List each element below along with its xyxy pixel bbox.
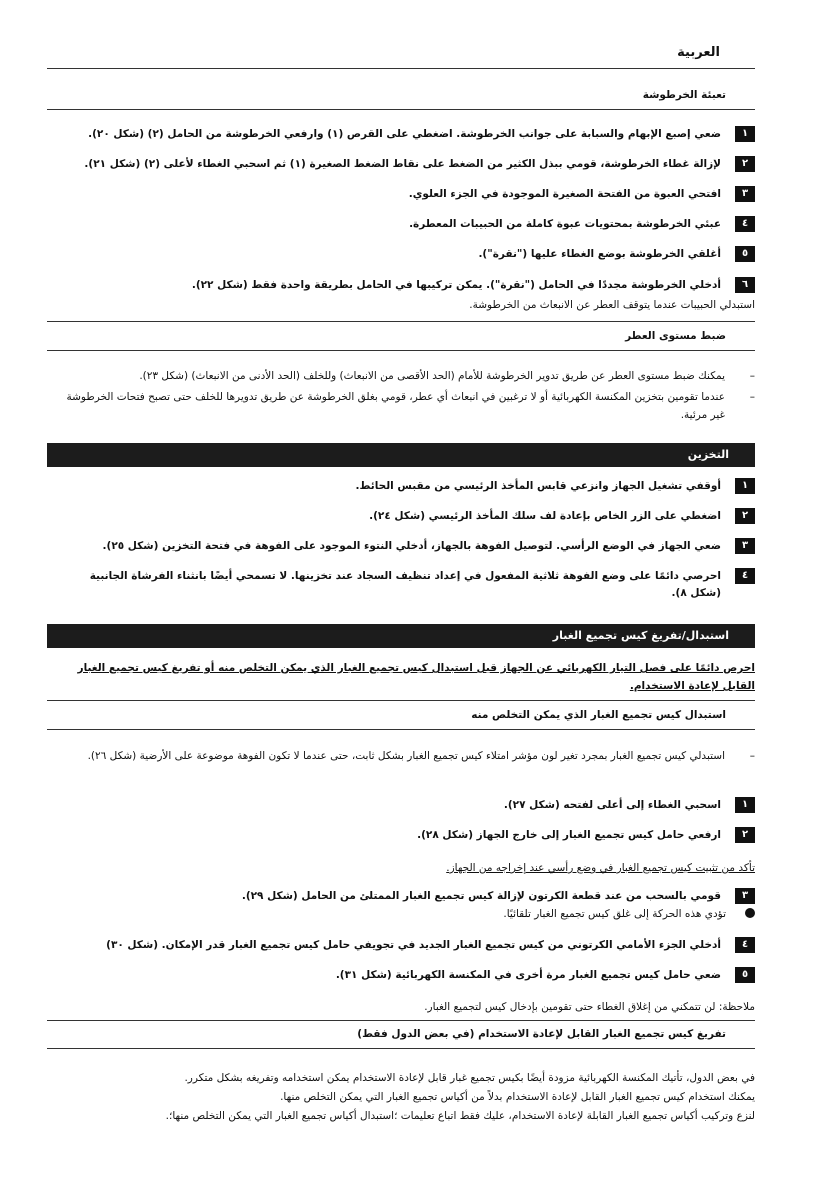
bag-remark-rule [47,1020,755,1021]
storage-step-3 [60,538,755,555]
bag-ensure-upright: تأكد من تثبيت كيس تجميع الغبار في وضع رأسي عند إخراجه من الجهاز. [446,862,755,874]
step-number: ٢ [735,827,755,843]
bag-dash-item [50,747,755,765]
bag-sub-reusable: تفريغ كيس تجميع الغبار القابل لإعادة الاستخدام (في بعض الدول فقط) [357,1028,726,1040]
bag-warning-rule [47,700,755,701]
dash-marker: – [749,370,755,382]
header-rule [47,68,755,69]
step-text: أدخلي الخرطوشة مجددًا في الحامل ("نقرة"). يمكن تركيبها في الحامل بطريقة واحدة فقط (شكل ٢٢). [191,279,721,291]
step-number: ٣ [735,538,755,554]
bullet-icon [745,908,755,918]
level-item-1 [50,367,755,385]
reusable-paragraph-3: لنزع وتركيب أكياس تجميع الغبار القابلة لإعادة الاستخدام، عليك فقط اتباع تعليمات ؛استبدال أكياس تجميع الغبار التي يمكن التخلص منها؛. [165,1110,755,1122]
bag-step-3 [60,888,755,905]
bag-sub-disposable: استبدال كيس تجميع الغبار الذي يمكن التخلص منه [471,709,726,721]
step-number: ١ [735,478,755,494]
step-number: ٥ [735,967,755,983]
bag-dash-text: استبدلي كيس تجميع الغبار بمجرد تغير لون مؤشر امتلاء كيس تجميع الغبار بشكل ثابت، حتى عندما لا تكون الفوهة موضوعة على الأرضية (شكل ٢٦). [87,750,725,762]
step-number: ١ [735,126,755,142]
step-number: ٣ [735,888,755,904]
level-item-text: عندما تقومين بتخزين المكنسة الكهربائية أو لا ترغبين في انبعاث أي عطر، قومي بغلق الخرطوشة عن طريق تدويرها للخلف حتى تصبح فتحات الخرطوشة غير مرئية. [66,391,725,421]
bag-step-5 [60,967,755,984]
step-text: ضعي الجهاز في الوضع الرأسي. لتوصيل الفوهة بالجهاز، أدخلي النتوء الموجود على الفوهة في فتحة التخزين (شكل ٢٥). [102,540,721,552]
storage-heading-bar: التخزين [47,443,755,467]
step-number: ٢ [735,156,755,172]
fill-end-rule [47,321,755,322]
step-text: لإزالة غطاء الخرطوشة، قومي ببذل الكثير من الضغط على نقاط الضغط الصغيرة (١) ثم اسحبي الغطاء لأعلى (٢) (شكل ٢١). [84,158,721,170]
fill-step-4 [60,216,755,233]
language-label: العربية [677,45,720,60]
step-text: أدخلي الجزء الأمامي الكرتوني من كيس تجميع الغبار الجديد في تجويفي حامل كيس تجميع الغبار قدر الإمكان. (شكل ٣٠) [106,939,721,951]
step-number: ١ [735,797,755,813]
step-number: ٣ [735,186,755,202]
step-number: ٢ [735,508,755,524]
step-number: ٦ [735,277,755,293]
step-text: أغلقي الخرطوشة بوضع الغطاء عليها ("نقرة"). [478,248,721,260]
reusable-paragraph-2: يمكنك استخدام كيس تجميع الغبار القابل لإعادة الاستخدام بدلاً من أكياس تجميع الغبار التي يمكن التخلص منها. [280,1091,755,1103]
fill-step-2 [60,156,755,173]
level-heading-rule [47,350,755,351]
dash-marker: – [749,750,755,762]
storage-step-1 [60,478,755,495]
reusable-paragraph-1: في بعض الدول، تأتيك المكنسة الكهربائية مزودة أيضًا بكيس تجميع غبار قابل لإعادة الاستخدام يمكن استخدامه وتفريغه بشكل متكرر. [184,1072,755,1084]
step-text: أوقفي تشغيل الجهاز وانزعي قابس المأخذ الرئيسي من مقبس الحائط. [355,480,721,492]
bag-step-3-note-text: تؤدي هذه الحركة إلى غلق كيس تجميع الغبار تلقائيًا. [503,908,726,920]
step-text: اسحبي الغطاء إلى أعلى لفتحه (شكل ٢٧). [503,799,721,811]
step-text: ضعي إصبع الإبهام والسبابة على جوانب الخرطوشة. اضغطي على القرص (١) وارفعي الخرطوشة من الحامل (٢) (شكل ٢٠). [88,128,721,140]
level-item-text: يمكنك ضبط مستوى العطر عن طريق تدوير الخرطوشة للأمام (الحد الأقصى من الانبعاث) وللخلف (الحد الأدنى من الانبعاث) (شكل ٢٣). [139,370,725,382]
storage-step-4 [60,568,755,602]
bag-step-3-note [60,906,726,923]
step-number: ٤ [735,216,755,232]
step-text: احرصي دائمًا على وضع الفوهة ثلاثية المفعول في إعداد تنظيف السجاد عند تخزينها. لا تسمحي أيضًا بانثناء الفرشاة الجانبية (شكل ٨). [89,570,721,599]
bag-warning: احرص دائمًا على فصل التيار الكهربائي عن الجهاز قبل استبدال كيس تجميع الغبار الذي يمكن التخلص منه أو تفريغ كيس تجميع الغبار القابل لإعادة الاستخدام. [77,662,755,692]
fill-heading-rule [47,109,755,110]
dash-marker: – [749,391,755,403]
fill-step-3 [60,186,755,203]
bag-step-2 [60,827,755,844]
step-number: ٤ [735,568,755,584]
step-text: قومي بالسحب من عند قطعة الكرتون لإزالة كيس تجميع الغبار الممتلئ من الحامل (شكل ٢٩). [241,890,721,902]
step-text: اضغطي على الزر الخاص بإعادة لف سلك المأخذ الرئيسي (شكل ٢٤). [369,510,721,522]
fill-step-1 [60,126,755,143]
level-item-2 [50,388,755,424]
step-text: عبئي الخرطوشة بمحتويات عبوة كاملة من الحبيبات المعطرة. [409,218,721,230]
fill-heading: تعبئة الخرطوشة [642,89,726,101]
step-text: افتحي العبوة من الفتحة الصغيرة الموجودة في الجزء العلوي. [408,188,721,200]
bag-step-1 [60,797,755,814]
step-number: ٤ [735,937,755,953]
step-number: ٥ [735,246,755,262]
bag-heading-bar: استبدال/تفريغ كيس تجميع الغبار [47,624,755,648]
bag-remark: ملاحظة: لن تتمكني من إغلاق الغطاء حتى تقومين بإدخال كيس لتجميع الغبار. [424,1001,755,1013]
storage-step-2 [60,508,755,525]
fill-note: استبدلي الحبيبات عندما يتوقف العطر عن الانبعاث من الخرطوشة. [469,299,755,311]
fill-step-6 [60,277,755,294]
level-heading: ضبط مستوى العطر [625,330,726,342]
fill-step-5 [60,246,755,263]
bag-sub-reusable-rule [47,1048,755,1049]
step-text: ضعي حامل كيس تجميع الغبار مرة أخرى في المكنسة الكهربائية (شكل ٣١). [335,969,721,981]
step-text: ارفعي حامل كيس تجميع الغبار إلى خارج الجهاز (شكل ٢٨). [417,829,721,841]
bag-step-4 [60,937,755,954]
bag-sub-disposable-rule [47,729,755,730]
